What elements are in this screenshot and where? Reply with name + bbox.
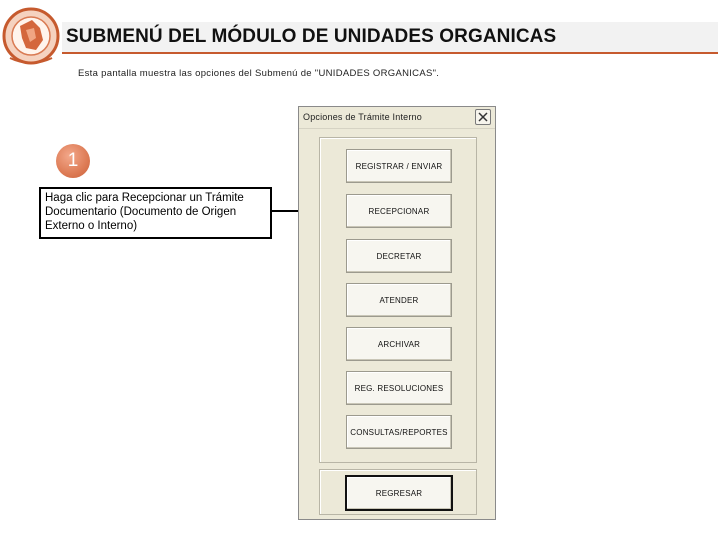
regresar-button[interactable]: REGRESAR: [345, 475, 453, 511]
page-subtitle: Esta pantalla muestra las opciones del Submenú de "UNIDADES ORGANICAS".: [78, 68, 440, 79]
registrar-enviar-button[interactable]: REGISTRAR / ENVIAR: [346, 149, 452, 183]
dialog-title: Opciones de Trámite Interno: [303, 112, 422, 122]
institution-seal-icon: [2, 2, 60, 74]
dialog-titlebar: [299, 107, 495, 129]
close-icon: [478, 112, 488, 122]
close-button[interactable]: [475, 109, 491, 125]
consultas-reportes-button[interactable]: CONSULTAS/REPORTES: [346, 415, 452, 449]
archivar-button[interactable]: ARCHIVAR: [346, 327, 452, 361]
recepcionar-button[interactable]: RECEPCIONAR: [346, 194, 452, 228]
decretar-button[interactable]: DECRETAR: [346, 239, 452, 273]
page-title: SUBMENÚ DEL MÓDULO DE UNIDADES ORGANICAS: [66, 26, 557, 47]
step-number-badge: 1: [56, 144, 90, 178]
reg-resoluciones-button[interactable]: REG. RESOLUCIONES: [346, 371, 452, 405]
atender-button[interactable]: ATENDER: [346, 283, 452, 317]
instruction-callout: Haga clic para Recepcionar un Trámite Documentario (Documento de Origen Externo o Interno): [39, 187, 272, 239]
options-dialog: [298, 106, 496, 520]
header-bar: [62, 22, 718, 54]
